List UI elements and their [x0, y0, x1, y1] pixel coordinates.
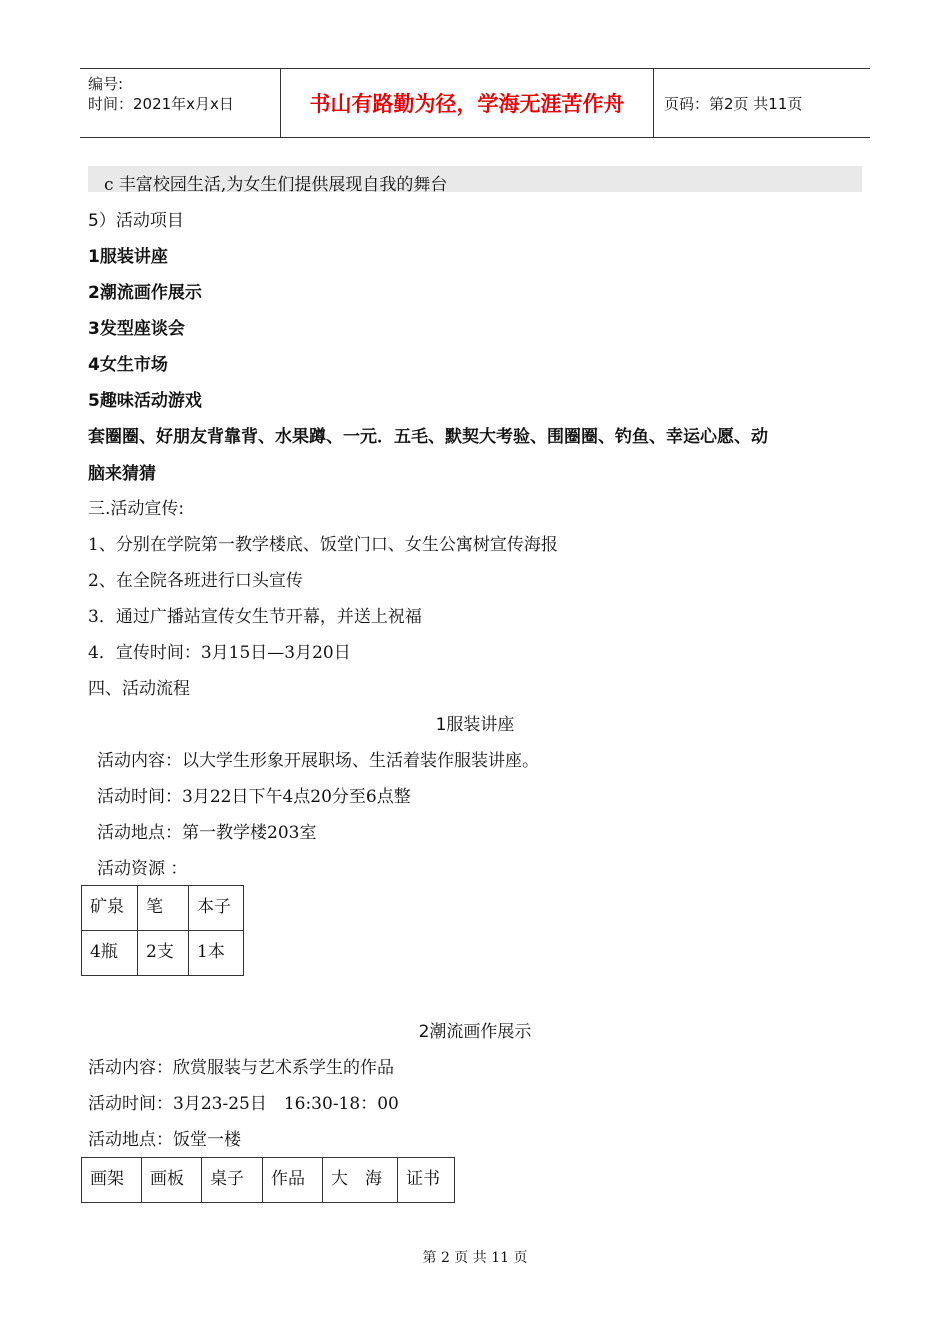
table-cell: 画板: [142, 1158, 202, 1203]
table-cell: 本子: [189, 886, 244, 931]
section2-resource-table: [81, 1157, 455, 1203]
header-page-label: 页码：第2页 共11页: [664, 95, 803, 113]
games-line-1: 套圈圈、好朋友背靠背、水果蹲、一元．五毛、默契大考验、围圈圈、钓鱼、幸运心愿、动: [88, 427, 768, 447]
table-cell: 大 海: [323, 1158, 398, 1203]
promo-2: 2、在全院各班进行口头宣传: [88, 571, 303, 591]
table-row: [82, 931, 244, 976]
section1-resource-label: 活动资源 ：: [97, 859, 188, 879]
promo-3: 3．通过广播站宣传女生节开幕，并送上祝福: [88, 607, 422, 627]
table-cell: 画架: [82, 1158, 142, 1203]
item-2: 2潮流画作展示: [88, 283, 202, 303]
section2-time: 活动时间：3月23-25日 16:30-18：00: [88, 1094, 399, 1114]
table-cell: 矿泉: [82, 886, 138, 931]
table-row: [82, 886, 244, 931]
promo-4: 4．宣传时间：3月15日—3月20日: [88, 643, 351, 663]
table-cell: 桌子: [202, 1158, 263, 1203]
promo-title: 三.活动宣传:: [88, 499, 185, 519]
page-header: [80, 68, 870, 138]
table-cell: 1本: [189, 931, 244, 976]
games-line-2: 脑来猜猜: [88, 464, 156, 484]
time-label: 时间：2021年x月x日: [88, 95, 234, 113]
header-info-cell: [80, 69, 281, 137]
section1-place: 活动地点：第一教学楼203室: [97, 823, 317, 843]
section1-time: 活动时间：3月22日下午4点20分至6点整: [97, 787, 411, 807]
section1-title: 1服装讲座: [435, 715, 515, 735]
table-cell: 作品: [263, 1158, 323, 1203]
table-cell: 笔: [138, 886, 189, 931]
flow-title: 四、活动流程: [88, 679, 190, 699]
line-c: c 丰富校园生活,为女生们提供展现自我的舞台: [104, 175, 448, 195]
item-1: 1服装讲座: [88, 247, 168, 267]
section2-content: 活动内容：欣赏服装与艺术系学生的作品: [88, 1058, 394, 1078]
promo-1: 1、分别在学院第一教学楼底、饭堂门口、女生公寓树宣传海报: [88, 535, 558, 555]
page-footer: 第 2 页 共 11 页: [422, 1250, 528, 1266]
item-5: 5趣味活动游戏: [88, 391, 202, 411]
table-cell: 2支: [138, 931, 189, 976]
section1-resource-table: [81, 885, 244, 976]
table-cell: 证书: [398, 1158, 455, 1203]
section1-content: 活动内容：以大学生形象开展职场、生活着装作服装讲座。: [97, 751, 539, 771]
section2-title: 2潮流画作展示: [418, 1022, 532, 1042]
item-4: 4女生市场: [88, 355, 168, 375]
item-3: 3发型座谈会: [88, 319, 185, 339]
header-motto: 书山有路勤为径，学海无涯苦作舟: [281, 69, 654, 137]
table-row: [82, 1158, 455, 1203]
section2-place: 活动地点：饭堂一楼: [88, 1130, 241, 1150]
items-title: 5）活动项目: [88, 211, 184, 231]
table-cell: 4瓶: [82, 931, 138, 976]
number-label: 编号:: [88, 75, 124, 93]
